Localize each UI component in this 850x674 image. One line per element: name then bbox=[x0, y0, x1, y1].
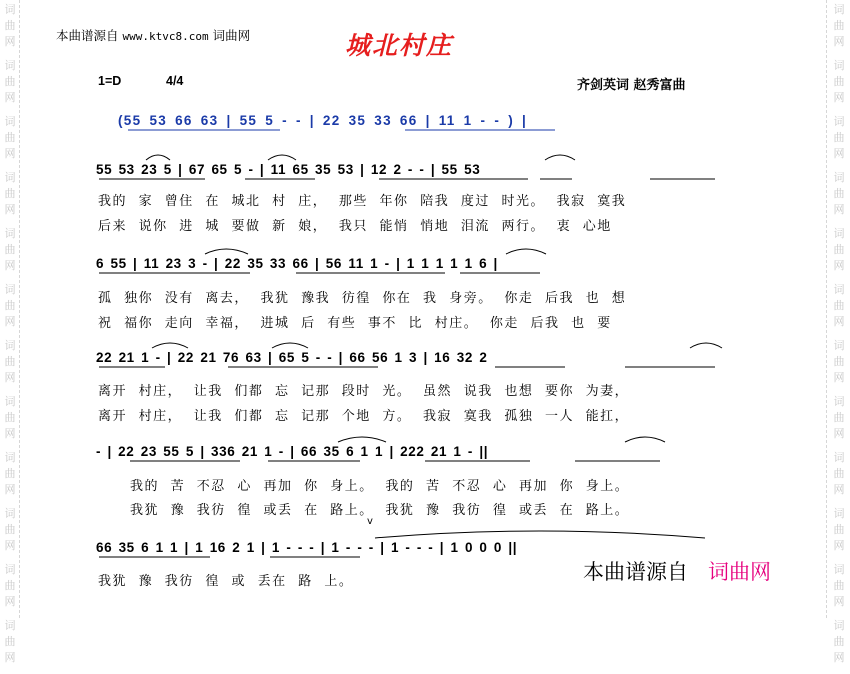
side-watermark-glyph: 曲 bbox=[833, 131, 845, 144]
lyric-line-3-verse-2: 离开 村庄， 让我 们都 忘 记那 个地 方。 我寂 寞我 孤独 一人 能扛， bbox=[98, 409, 630, 424]
side-watermark-gap bbox=[832, 666, 846, 674]
tie-arc bbox=[272, 343, 308, 348]
side-watermark-glyph: 网 bbox=[4, 147, 16, 160]
side-watermark-glyph: 词 bbox=[4, 171, 16, 184]
source-url: www.ktvc8.com bbox=[122, 30, 209, 43]
side-watermark-glyph: 词 bbox=[833, 115, 845, 128]
side-watermark-glyph: 网 bbox=[4, 35, 16, 48]
side-watermark-glyph: 词 bbox=[4, 59, 16, 72]
lyric-line-2-verse-2: 祝 福你 走向 幸福， 进城 后 有些 事不 比 村庄。 你走 后我 也 要 bbox=[98, 316, 612, 331]
lyric-line-4-verse-1: 我的 苦 不忍 心 再加 你 身上。 我的 苦 不忍 心 再加 你 身上。 bbox=[130, 479, 630, 494]
side-watermark-glyph: 网 bbox=[4, 595, 16, 608]
tie-arc bbox=[205, 249, 248, 254]
side-watermark-glyph: 网 bbox=[833, 483, 845, 496]
side-watermark-glyph: 网 bbox=[4, 651, 16, 664]
lyric-line-5: 我犹 豫 我彷 徨 或 丢在 路 上。 bbox=[98, 574, 354, 589]
beat-underlines bbox=[99, 179, 715, 557]
tie-arc bbox=[338, 437, 386, 442]
side-watermark-glyph: 曲 bbox=[833, 579, 845, 592]
side-watermark-glyph: 词 bbox=[833, 171, 845, 184]
notation-line-5: 66 35 6 1 1 | 1 16 2 1 | 1 - - - | 1 - - - | 1 - - - | 1 0 0 0 || bbox=[96, 540, 518, 555]
side-watermark-glyph: 网 bbox=[4, 259, 16, 272]
side-watermark-glyph: 网 bbox=[4, 539, 16, 552]
side-watermark-glyph: 网 bbox=[833, 427, 845, 440]
side-watermark-glyph: 网 bbox=[4, 203, 16, 216]
side-watermark-glyph: 词 bbox=[833, 563, 845, 576]
side-watermark-glyph: 词 bbox=[4, 619, 16, 632]
side-watermark-glyph: 曲 bbox=[833, 355, 845, 368]
side-watermark-glyph: 词 bbox=[833, 395, 845, 408]
bottom-brand-left: 本曲谱源自 bbox=[583, 560, 688, 584]
side-watermark-glyph: 词 bbox=[4, 115, 16, 128]
side-watermark-glyph: 词 bbox=[4, 563, 16, 576]
side-watermark-glyph: 词 bbox=[833, 3, 845, 16]
song-title: 城北村庄 bbox=[345, 31, 454, 60]
side-watermark-glyph: 曲 bbox=[833, 299, 845, 312]
lyric-line-1-verse-1: 我的 家 曾住 在 城北 村 庄， 那些 年你 陪我 度过 时光。 我寂 寞我 bbox=[98, 194, 627, 209]
key-signature: 1=D bbox=[98, 74, 122, 88]
side-watermark-glyph: 词 bbox=[833, 59, 845, 72]
side-watermark-glyph: 网 bbox=[4, 91, 16, 104]
side-watermark-glyph: 网 bbox=[4, 427, 16, 440]
notation-line-3: 22 21 1 - | 22 21 76 63 | 65 5 - - | 66 56 1 3 | 16 32 2 bbox=[96, 350, 488, 365]
tie-arc bbox=[268, 155, 296, 160]
side-watermark-glyph: 词 bbox=[4, 451, 16, 464]
tie-arc bbox=[545, 155, 575, 160]
source-brand-left: 本曲谱源自 bbox=[56, 28, 119, 43]
side-watermark-glyph: 曲 bbox=[4, 635, 16, 648]
side-watermark-glyph: 曲 bbox=[833, 243, 845, 256]
side-watermark-glyph: 词 bbox=[4, 283, 16, 296]
side-watermark-glyph: 词 bbox=[4, 507, 16, 520]
side-watermark-glyph: 词 bbox=[833, 227, 845, 240]
tie-arcs bbox=[146, 155, 722, 538]
side-watermark-glyph: 网 bbox=[833, 315, 845, 328]
side-watermark-glyph: 曲 bbox=[4, 75, 16, 88]
bottom-brand-right: 词曲网 bbox=[708, 560, 771, 584]
side-watermark-glyph: 曲 bbox=[833, 523, 845, 536]
lyric-line-1-verse-2: 后来 说你 进 城 要做 新 娘， 我只 能悄 悄地 泪流 两行。 衷 心地 bbox=[98, 219, 612, 234]
side-watermark-glyph: 曲 bbox=[4, 299, 16, 312]
time-signature: 4/4 bbox=[166, 74, 184, 88]
side-watermark-glyph: 词 bbox=[833, 507, 845, 520]
side-watermark-glyph: 词 bbox=[833, 451, 845, 464]
side-watermark-glyph: 曲 bbox=[4, 243, 16, 256]
side-watermark-glyph: 曲 bbox=[833, 635, 845, 648]
side-watermark-glyph: 曲 bbox=[833, 467, 845, 480]
side-watermark-glyph: 网 bbox=[833, 651, 845, 664]
tie-arc-long bbox=[375, 531, 705, 538]
tie-arc bbox=[625, 437, 665, 442]
side-watermark-glyph: 网 bbox=[833, 35, 845, 48]
source-brand-right: 词曲网 bbox=[212, 28, 251, 43]
side-watermark-glyph: 词 bbox=[833, 619, 845, 632]
intro-notation: (55 53 66 63 | 55 5 - - | 22 35 33 66 | 11 1 - - ) | bbox=[118, 113, 528, 128]
side-watermark-glyph: 曲 bbox=[4, 411, 16, 424]
breath-mark: v bbox=[367, 516, 373, 527]
side-watermark-glyph: 网 bbox=[833, 147, 845, 160]
tie-arc bbox=[152, 343, 188, 348]
side-watermark-glyph: 曲 bbox=[833, 411, 845, 424]
side-watermark-glyph: 网 bbox=[833, 91, 845, 104]
tie-arc bbox=[146, 155, 170, 160]
lyric-line-3-verse-1: 离开 村庄， 让我 们都 忘 记那 段时 光。 虽然 说我 也想 要你 为妻， bbox=[98, 384, 630, 399]
side-watermark-glyph: 曲 bbox=[833, 187, 845, 200]
side-watermark-glyph: 曲 bbox=[4, 523, 16, 536]
lyric-line-4-verse-2: 我犹 豫 我彷 徨 或丢 在 路上。 我犹 豫 我彷 徨 或丢 在 路上。 bbox=[130, 503, 630, 518]
side-watermark-glyph: 网 bbox=[4, 315, 16, 328]
side-watermark-glyph: 词 bbox=[4, 339, 16, 352]
side-watermark-glyph: 词 bbox=[833, 339, 845, 352]
side-watermark-glyph: 网 bbox=[4, 483, 16, 496]
side-watermark-glyph: 词 bbox=[833, 283, 845, 296]
side-watermark-glyph: 词 bbox=[4, 3, 16, 16]
tie-arc bbox=[506, 249, 546, 254]
side-watermark-glyph: 网 bbox=[833, 539, 845, 552]
side-watermark-glyph: 网 bbox=[833, 259, 845, 272]
notation-line-1: 55 53 23 5 | 67 65 5 - | 11 65 35 53 | 12 2 - - | 55 53 bbox=[96, 162, 481, 177]
side-watermark-glyph: 曲 bbox=[833, 19, 845, 32]
side-watermark-glyph: 曲 bbox=[4, 355, 16, 368]
side-watermark-glyph: 曲 bbox=[4, 19, 16, 32]
side-watermark-glyph: 曲 bbox=[4, 187, 16, 200]
side-watermark-glyph: 网 bbox=[4, 371, 16, 384]
side-watermark-glyph: 网 bbox=[833, 203, 845, 216]
tie-arc bbox=[690, 343, 722, 348]
notation-line-4: - | 22 23 55 5 | 336 21 1 - | 66 35 6 1 1 | 222 21 1 - || bbox=[96, 444, 489, 459]
side-watermark-gap bbox=[3, 666, 17, 674]
side-watermark-glyph: 曲 bbox=[4, 131, 16, 144]
side-watermark-glyph: 网 bbox=[833, 595, 845, 608]
lyric-line-2-verse-1: 孤 独你 没有 离去， 我犹 豫我 彷徨 你在 我 身旁。 你走 后我 也 想 bbox=[98, 291, 627, 306]
song-authors: 齐剑英词 赵秀富曲 bbox=[577, 78, 686, 93]
side-watermark-glyph: 网 bbox=[833, 371, 845, 384]
side-watermark-glyph: 曲 bbox=[4, 467, 16, 480]
side-watermark-glyph: 词 bbox=[4, 395, 16, 408]
side-watermark-glyph: 曲 bbox=[4, 579, 16, 592]
side-watermark-glyph: 词 bbox=[4, 227, 16, 240]
side-watermark-glyph: 曲 bbox=[833, 75, 845, 88]
notation-line-2: 6 55 | 11 23 3 - | 22 35 33 66 | 56 11 1 - | 1 1 1 1 1 6 | bbox=[96, 256, 498, 271]
